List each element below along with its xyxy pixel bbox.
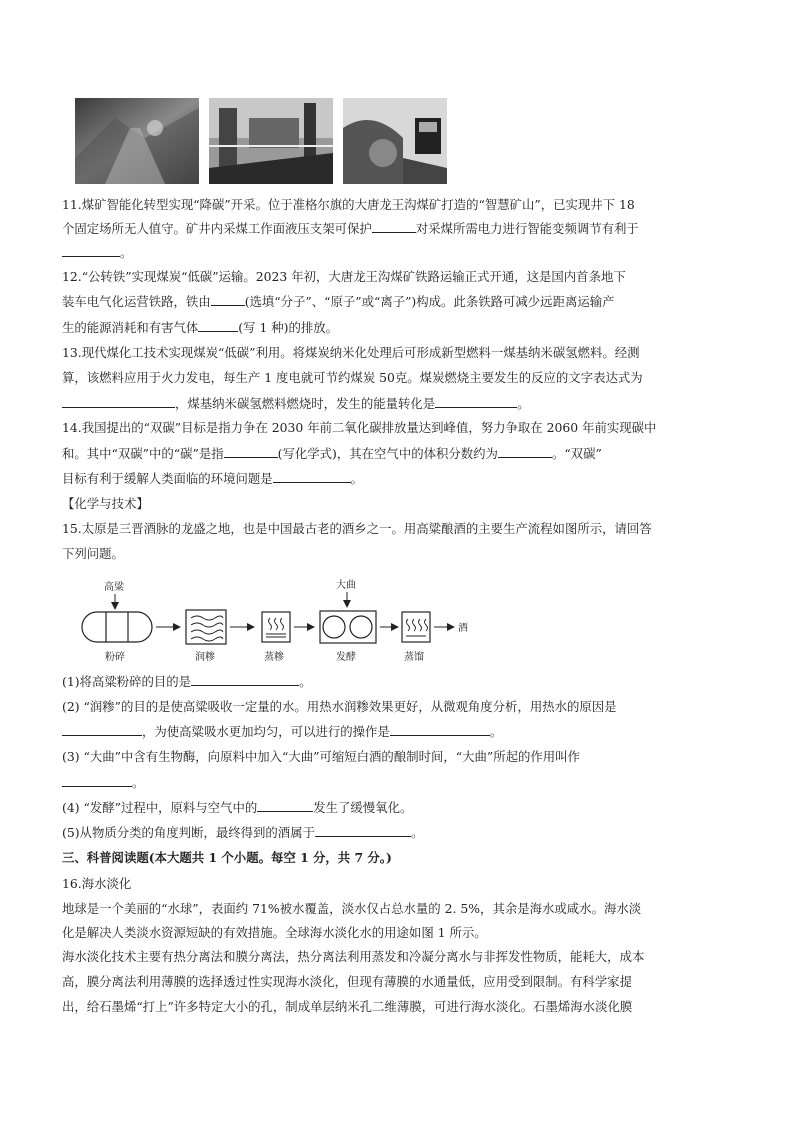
q15-blank5[interactable] [257,798,313,812]
flow-label-daqu: 大曲 [336,580,356,591]
q11-text-c: 。 [120,245,133,260]
q15-sub5-end: 。 [410,825,424,840]
q11-line1: 11.煤矿智能化转型实现“降碳”开采。位于准格尔旗的大唐龙王沟煤矿打造的“智慧矿山”，已实现井下 18 [62,197,635,212]
q16-p2-line1: 海水淡化技术主要有热分离法和膜分离法，热分离法利用蒸发和冷凝分离水与非挥发性物质，能耗大，成本 [62,949,645,964]
flow-step5-label: 蒸馏 [404,652,424,663]
mine-machinery-photo [209,98,333,184]
q14-blank1[interactable] [224,444,278,458]
q13-text-b: 。 [517,396,530,411]
q12-text-a: 装车电气化运营铁路，铁由 [62,294,211,309]
grinder-icon [82,612,152,642]
q12-line1: 12.“公转铁”实现煤炭“低碳”运输。2023 年初，大唐龙王沟煤矿铁路运输正式开通，这是国内首条地下 [62,269,626,284]
q15-sub1-end: 。 [299,674,312,689]
q11-blank2[interactable] [62,243,120,257]
mining-photos [75,98,465,184]
q13-line2: 算，该燃料应用于火力发电，每生产 1 度电就可节约煤炭 50克。煤炭燃烧主要发生的反应的文字表达式为 [62,370,643,385]
liquor-process-diagram [78,576,478,668]
q15-sub5 [62,821,732,845]
distiller-icon [402,612,430,642]
q15-sub4-end: 发生了缓慢氧化。 [313,800,413,815]
q15-sub3-line1: (3) “大曲”中含有生物酶，向原料中加入“大曲”可缩短白酒的酿制时间，“大曲”所起的作用叫作 [62,749,580,764]
q11-blank1[interactable] [372,219,416,233]
q14-text-a: 和。其中“双碳”中的“碳”是指 [62,446,224,461]
q12-text-d: (写 1 种)的排放。 [238,320,339,335]
q11-text-b: 对采煤所需电力进行智能变频调节有利于 [415,221,639,236]
q15-sub3-line2 [62,771,732,795]
flow-output-label: 酒 [458,623,468,634]
q15-line1: 15.太原是三晋酒脉的龙盛之地，也是中国最古老的酒乡之一。用高粱酿酒的主要生产流程如图所示，请回答 [62,521,652,536]
q16-title: 16.海水淡化 [62,876,132,891]
steamer-icon [262,612,290,642]
q15-blank1[interactable] [191,672,299,686]
q11-line2 [62,217,732,241]
flow-label-gaoliang: 高粱 [104,582,124,593]
q14-blank2[interactable] [498,444,552,458]
q13-text-a: ，煤基纳米碳氢燃料燃烧时，发生的能量转化是 [175,396,436,411]
q13-line3 [62,392,732,416]
mine-tunnel-photo [75,98,199,184]
q16-p2-line2: 高，膜分离法利用薄膜的选择透过性实现海水淡化，但现有薄膜的水通量低，应用受到限制。有科学家提 [62,974,632,989]
q13-line1: 13.现代煤化工技术实现煤炭“低碳”利用。将煤炭纳米化处理后可形成新型燃料一煤基纳米碳氢燃料。经测 [62,345,640,360]
q15-sub2-line2 [62,720,732,744]
q15-sub3-end: 。 [132,775,145,790]
q14-blank3[interactable] [273,469,351,483]
q15-sub2-text: ，为使高粱吸水更加均匀，可以进行的操作是 [142,724,390,739]
q15-sub2-end: 。 [489,724,503,739]
q12-line2 [62,290,732,314]
q15-blank3[interactable] [390,722,490,736]
q14-line3 [62,467,732,491]
q15-line2: 下列问题。 [62,546,124,561]
q15-sub5-text: (5)从物质分类的角度判断，最终得到的酒属于 [62,825,315,840]
section3-title: 三、科普阅读题(本大题共 1 个小题。每空 1 分，共 7 分。) [62,850,392,865]
flow-step4-label: 发酵 [336,652,356,663]
q15-sub1-text: (1)将高粱粉碎的目的是 [62,674,192,689]
q15-blank6[interactable] [315,823,411,837]
mine-equipment-photo [343,98,447,184]
q14-line2 [62,442,732,466]
section-chem-tech: 【化学与技术】 [62,496,149,511]
q12-blank1[interactable] [211,292,245,306]
q15-blank4[interactable] [62,773,132,787]
q15-sub2-line1: (2) “润糁”的目的是使高粱吸收一定量的水。用热水润糁效果更好，从微观角度分析，用热水的原因是 [62,699,617,714]
q12-line3 [62,316,732,340]
q16-p1-line2: 化是解决人类淡水资源短缺的有效措施。全球海水淡化水的用途如图 1 所示。 [62,925,487,940]
q13-blank1[interactable] [62,394,175,408]
q16-p2-line3: 出，给石墨烯“打上”许多特定大小的孔，制成单层纳米孔二维薄膜，可进行海水淡化。石墨烯海水淡化膜 [62,999,633,1014]
q14-text-c: 。“双碳” [551,446,602,461]
q14-text-b: (写化学式)，其在空气中的体积分数约为 [277,446,498,461]
q12-text-c: 生的能源消耗和有害气体 [62,320,199,335]
q14-text-d: 目标有利于缓解人类面临的环境问题是 [62,471,273,486]
q11-line3 [62,241,732,265]
q15-sub1 [62,670,732,694]
q15-sub4-text: (4) “发酵”过程中，原料与空气中的 [62,800,258,815]
q14-line1: 14.我国提出的“双碳”目标是指力争在 2030 年前二氧化碳排放量达到峰值，努力争取在 2060 年前实现碳中 [62,420,657,435]
flow-step3-label: 蒸糁 [264,652,284,663]
q16-p1-line1: 地球是一个美丽的“水球”，表面约 71%被水覆盖，淡水仅占总水量的 2. 5%，其余是海水或咸水。海水淡 [62,901,642,916]
q14-text-e: 。 [350,471,364,486]
flow-step2-label: 润糁 [195,652,215,663]
flow-step1-label: 粉碎 [105,652,125,663]
q15-sub4 [62,796,732,820]
soaking-tank-icon [186,610,226,644]
q15-blank2[interactable] [62,722,142,736]
q12-blank2[interactable] [198,318,238,332]
q12-text-b: (选填“分子”、“原子”或“离子”)构成。此条铁路可减少远距离运输产 [244,294,615,309]
q13-blank2[interactable] [435,394,517,408]
fermentation-tank-icon [320,611,376,643]
q11-text-a: 个固定场所无人值守。矿井内采煤工作面液压支架可保护 [62,221,372,236]
